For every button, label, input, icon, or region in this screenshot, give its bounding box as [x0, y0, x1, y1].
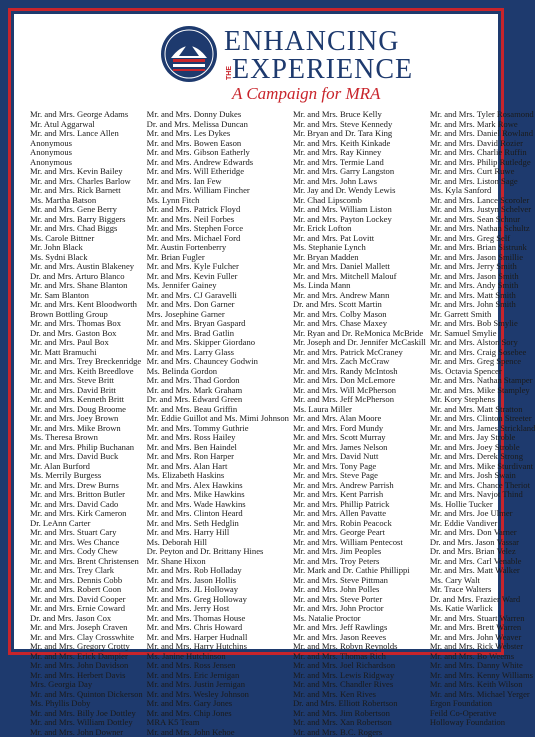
- donor-column: [147, 110, 289, 645]
- donor-name: Mr. and Mrs. James Nelson: [293, 443, 426, 453]
- donor-name: Mr. and Mrs. Steve Page: [293, 471, 426, 481]
- donor-name: Mr. and Mrs. Payton Lockey: [293, 215, 426, 225]
- donor-name: Ms. Carole Bittner: [30, 234, 143, 244]
- donor-name: Mr. and Mrs. John Downer: [30, 728, 143, 737]
- donor-name: Mr. and Mrs. Scott Murray: [293, 433, 426, 443]
- donor-name: Mr. and Mrs. B.C. Rogers: [293, 728, 426, 737]
- donor-name: Mrs. Georgia Day: [30, 680, 143, 690]
- donor-name: Mr. and Mrs. Gregory Crotty: [30, 642, 143, 652]
- donor-name: Mr. and Mrs. Philip Buchanan: [30, 443, 143, 453]
- donor-name: Mr. and Mrs. Wade Hawkins: [147, 500, 289, 510]
- donor-name: Dr. and Mrs. Scott Martin: [293, 300, 426, 310]
- donor-name: Mr. and Mrs. Mark Rowe: [430, 120, 535, 130]
- donor-name: Mr. and Mrs. Steve Pittman: [293, 576, 426, 586]
- donor-name: Mr. and Mrs. Zach McCraw: [293, 357, 426, 367]
- donor-name: Mr. and Mrs. Stuart Cary: [30, 528, 143, 538]
- donor-name: Mr. and Mrs. Alan Moore: [293, 414, 426, 424]
- donor-name: Mr. and Mrs. Bruce Kelly: [293, 110, 426, 120]
- donor-name: Dr. and Mrs. Elliott Robertson: [293, 699, 426, 709]
- donor-name: Mr. and Mrs. Chandler Rives: [293, 680, 426, 690]
- donor-name: Mr. and Mrs. Larry Glass: [147, 348, 289, 358]
- donor-name: Mr. and Mrs. Ken Rives: [293, 690, 426, 700]
- donor-name: Mr. and Mrs. Jim Robertson: [293, 709, 426, 719]
- donor-name: Ms. Merrily Burgess: [30, 471, 143, 481]
- donor-name: Mr. and Mrs. Shane Blanton: [30, 281, 143, 291]
- donor-name: Holloway Foundation: [430, 718, 535, 728]
- donor-name: Mr. and Mrs. Joseph Craven: [30, 623, 143, 633]
- donor-name: Mr. and Mrs. Greg Holloway: [147, 595, 289, 605]
- donor-name: Mr. and Mrs. Gibson Eatherly: [147, 148, 289, 158]
- donor-name: Mr. and Mrs. Kent Parrish: [293, 490, 426, 500]
- donor-name: Mr. and Mrs. Garry Langston: [293, 167, 426, 177]
- donor-name: Mr. and Mrs. Thad Gordon: [147, 376, 289, 386]
- donor-name: Mr. and Mrs. Colby Mason: [293, 310, 426, 320]
- donor-name: Mr. and Mrs. Mike Stampley: [430, 386, 535, 396]
- donor-name: Mr. and Mrs. Matt Smith: [430, 291, 535, 301]
- donor-name: Mr. and Mrs. Justyn Schelver: [430, 205, 535, 215]
- brand-title-line2-text: EXPERIENCE: [232, 54, 413, 85]
- donor-name: Mr. and Mrs. Joey Brown: [30, 414, 143, 424]
- donor-name: Mr. and Mrs. Ross Jensen: [147, 661, 289, 671]
- donor-name: Mr. and Mrs. Jay Stroble: [430, 433, 535, 443]
- donor-name: Mr. and Mrs. Patrick Floyd: [147, 205, 289, 215]
- donor-name: Mr. and Mrs. James Strickland: [430, 424, 535, 434]
- donor-name: Ms. Phyllis Doby: [30, 699, 143, 709]
- donor-name: Mr. and Mrs. Don McLemore: [293, 376, 426, 386]
- donor-name: Mr. and Mrs. Joey Stroble: [430, 443, 535, 453]
- donor-name: Mr. and Mrs. Stuart Warren: [430, 614, 535, 624]
- donor-name: Mr. John Black: [30, 243, 143, 253]
- donor-column: [30, 110, 143, 645]
- donor-name: Mr. and Mrs. Brad Gatlin: [147, 329, 289, 339]
- donor-name: Mr. and Mrs. Herbert Davis: [30, 671, 143, 681]
- donor-name: Mr. and Mrs. William Dottley: [30, 718, 143, 728]
- donor-name: Mr. and Mrs. Navjot Thind: [430, 490, 535, 500]
- donor-name: Mr. and Mrs. Robyn Reynolds: [293, 642, 426, 652]
- donor-name: Mr. and Mrs. Kevin Bailey: [30, 167, 143, 177]
- donor-name: Ms. Stephanie Lynch: [293, 243, 426, 253]
- campaign-header: [14, 20, 498, 106]
- donor-name: Mr. and Mrs. Eric Jernigan: [147, 671, 289, 681]
- donor-name: Mr. and Mrs. Ben Haindel: [147, 443, 289, 453]
- donor-name: Mr. and Mrs. Chase Maxey: [293, 319, 426, 329]
- donor-name: Mr. Jay and Dr. Wendy Lewis: [293, 186, 426, 196]
- donor-name: Mr. and Mrs. Jason Smith: [430, 272, 535, 282]
- donor-name: Mr. and Mrs. Brent Christensen: [30, 557, 143, 567]
- donor-name: Mr. and Mrs. William Pentecost: [293, 538, 426, 548]
- donor-name: Mr. and Mrs. Paul Box: [30, 338, 143, 348]
- donor-name: Mr. and Mrs. Steve Porter: [293, 595, 426, 605]
- donor-name: Mr. and Mrs. Robin Peacock: [293, 519, 426, 529]
- donor-name: Mr. and Mrs. Harry Hutchins: [147, 642, 289, 652]
- donor-name: Mr. and Mrs. Jason Hollis: [147, 576, 289, 586]
- donor-name: Mr. and Mrs. Seth Hedglin: [147, 519, 289, 529]
- donor-columns: [30, 110, 486, 645]
- donor-name: Mr. Shane Hixon: [147, 557, 289, 567]
- donor-name: Mr. and Mrs. Bo Weems: [430, 652, 535, 662]
- donor-name: Mr. and Mrs. Barry Biggers: [30, 215, 143, 225]
- donor-name: Mr. and Mrs. Kenny Williams: [430, 671, 535, 681]
- donor-name: Mr. and Mrs. Gary Jones: [147, 699, 289, 709]
- donor-name: Mr. and Mrs. Michael Ford: [147, 234, 289, 244]
- donor-name: Mr. and Mrs. Mike Sturdivant: [430, 462, 535, 472]
- donor-name: Mr. and Mrs. Matt Walker: [430, 566, 535, 576]
- donor-name: Mr. and Mrs. Pat Lovitt: [293, 234, 426, 244]
- donor-name: Mr. Trace Walters: [430, 585, 535, 595]
- donor-name: Mr. and Mrs. Skipper Giordano: [147, 338, 289, 348]
- donor-name: Ms. Laura Miller: [293, 405, 426, 415]
- donor-name: Mr. and Mrs. Daniel Mallett: [293, 262, 426, 272]
- donor-name: Ms. Belinda Gordon: [147, 367, 289, 377]
- donor-column: [430, 110, 535, 645]
- donor-name: Mr. and Mrs. David Buck: [30, 452, 143, 462]
- donor-name: Mr. and Mrs. Mike Brown: [30, 424, 143, 434]
- donor-name: Dr. Peyton and Dr. Brittany Hines: [147, 547, 289, 557]
- donor-name: Mr. and Mrs. Keith Breedlove: [30, 367, 143, 377]
- donor-name: Mr. and Mrs. Liston Sage: [430, 177, 535, 187]
- donor-name: Mr. and Mrs. Beau Griffin: [147, 405, 289, 415]
- donor-name: Mr. and Mrs. Clinton Streeter: [430, 414, 535, 424]
- donor-name: Mr. and Mrs. Austin Blakeney: [30, 262, 143, 272]
- donor-name: Mr. and Mrs. Kent Bloodworth: [30, 300, 143, 310]
- donor-name: Mr. and Mrs. Clay Crosswhite: [30, 633, 143, 643]
- donor-name: Mr. and Mrs. Charles Barlow: [30, 177, 143, 187]
- donor-name: Mr. and Mrs. John Davidson: [30, 661, 143, 671]
- donor-name: Mr. Alan Burford: [30, 462, 143, 472]
- donor-name: Mr. and Mrs. Bryan Gaspard: [147, 319, 289, 329]
- donor-name: Mr. and Mrs. Greg Spence: [430, 357, 535, 367]
- donor-name: Mr. and Mrs. Drew Burns: [30, 481, 143, 491]
- donor-name: Mr. and Mrs. Troy Peters: [293, 557, 426, 567]
- donor-name: Mr. and Mrs. Tony Page: [293, 462, 426, 472]
- donor-name: Dr. and Mrs. Jason Cox: [30, 614, 143, 624]
- brand-the: THE: [226, 56, 233, 80]
- donor-name: Mr. and Mrs. Will McPherson: [293, 386, 426, 396]
- donor-name: Mr. and Mrs. Alston Sory: [430, 338, 535, 348]
- donor-name: Mr. and Mrs. William Fincher: [147, 186, 289, 196]
- donor-name: Mr. and Mrs. Patrick McCraney: [293, 348, 426, 358]
- donor-name: Mr. and Mrs. David Cado: [30, 500, 143, 510]
- donor-name: Mr. and Mrs. Don Garner: [147, 300, 289, 310]
- donor-name: Mr. and Mrs. Joe Ulmer: [430, 509, 535, 519]
- donor-name: Mr. and Mrs. Ray Kinney: [293, 148, 426, 158]
- donor-name: Mr. and Mrs. Carl Venable: [430, 557, 535, 567]
- donor-name: Dr. and Mrs. Arturo Blanco: [30, 272, 143, 282]
- donor-name: Mr. and Mrs. Alan Hart: [147, 462, 289, 472]
- campaign-tagline: A Campaign for MRA: [232, 84, 380, 104]
- donor-name: Dr. and Mrs. Frazier Ward: [430, 595, 535, 605]
- donor-name: Mr. and Mrs. Harper Hudnall: [147, 633, 289, 643]
- donor-name: Mr. Erick Lofton: [293, 224, 426, 234]
- donor-name: Mr. and Mrs. Steve Britt: [30, 376, 143, 386]
- donor-name: Mr. and Mrs. Joel Richardson: [293, 661, 426, 671]
- donor-name: Mr. and Mrs. David Cooper: [30, 595, 143, 605]
- donor-name: Mr. and Mrs. Phillip Patrick: [293, 500, 426, 510]
- donor-name: Mr. and Mrs. John Polles: [293, 585, 426, 595]
- donor-name: Mr. and Mrs. Andy Smith: [430, 281, 535, 291]
- donor-name: Mr. Matt Bramuchi: [30, 348, 143, 358]
- donor-name: Ms. Martha Batson: [30, 196, 143, 206]
- donor-column: [293, 110, 426, 645]
- donor-name: Mr. and Mrs. Rob Holladay: [147, 566, 289, 576]
- donor-name: Mr. and Mrs. Nathan Schultz: [430, 224, 535, 234]
- donor-name: Mr. and Mrs. Randy McIntosh: [293, 367, 426, 377]
- donor-name: Mr. Mark and Dr. Cathie Phillippi: [293, 566, 426, 576]
- donor-name: Mr. Kory Stephens: [430, 395, 535, 405]
- donor-name: Mr. and Mrs. Jason Reeves: [293, 633, 426, 643]
- donor-name: Dr. LeAnn Carter: [30, 519, 143, 529]
- donor-name: Mr. and Mrs. Jerry Host: [147, 604, 289, 614]
- donor-name: Mr. and Mrs. John Laws: [293, 177, 426, 187]
- donor-name: Mr. and Mrs. Erick Dampier: [30, 652, 143, 662]
- donor-name: Mr. Eddie Guillot and Ms. Mimi Johnson: [147, 414, 289, 424]
- donor-name: Dr. and Mrs. Jason Vassar: [430, 538, 535, 548]
- donor-name: Ms. Hollie Tucker: [430, 500, 535, 510]
- donor-name: Ms. Cary Walt: [430, 576, 535, 586]
- donor-name: Mr. and Mrs. Derek Strong: [430, 452, 535, 462]
- donor-name: Mr. and Mrs. Don Varner: [430, 528, 535, 538]
- donor-name: Mr. and Mrs. Keith Kinkade: [293, 139, 426, 149]
- donor-name: Mr. and Mrs. Andrew Edwards: [147, 158, 289, 168]
- donor-name: Mr. and Mrs. Lance Scoroler: [430, 196, 535, 206]
- donor-name: Mr. and Mrs. Cody Chew: [30, 547, 143, 557]
- donor-sheet: [14, 14, 498, 649]
- donor-name: Mr. Bryan and Dr. Tara King: [293, 129, 426, 139]
- donor-name: Mr. and Mrs. Ross Hailey: [147, 433, 289, 443]
- brand-title-line2: [224, 56, 413, 84]
- donor-name: Mr. and Mrs. Les Dykes: [147, 129, 289, 139]
- donor-name: Anonymous: [30, 139, 143, 149]
- donor-name: Mr. and Mrs. Trey Breckenridge: [30, 357, 143, 367]
- donor-name: Mr. and Mrs. Matt Stratton: [430, 405, 535, 415]
- donor-name: Mr. and Mrs. Alex Hawkins: [147, 481, 289, 491]
- donor-name: Dr. and Mrs. Gaston Box: [30, 329, 143, 339]
- donor-name: Ms. Octavia Spencer: [430, 367, 535, 377]
- donor-name: Mr. and Mrs. Charlie Ruffin: [430, 148, 535, 158]
- donor-name: Ms. Lynn Fitch: [147, 196, 289, 206]
- donor-name: Mr. and Mrs. Ernie Coward: [30, 604, 143, 614]
- donor-name: Mr. and Mrs. Jim Peoples: [293, 547, 426, 557]
- donor-name: Mr. and Mrs. Kirk Cameron: [30, 509, 143, 519]
- donor-name: Mr. and Mrs. Jason Smillie: [430, 253, 535, 263]
- donor-name: Mr. and Mrs. Termie Land: [293, 158, 426, 168]
- donor-name: Mr. and Mrs. Daniel Rowland: [430, 129, 535, 139]
- donor-name: Mr. and Mrs. Xan Robertson: [293, 718, 426, 728]
- donor-name: Mr. and Mrs. Trey Clark: [30, 566, 143, 576]
- donor-name: Ms. Elizabeth Haskins: [147, 471, 289, 481]
- donor-name: Mr. and Mrs. Craig Sosebee: [430, 348, 535, 358]
- donor-name: Mr. and Mrs. Lewis Ridgway: [293, 671, 426, 681]
- donor-name: Mr. and Mrs. Josh Swain: [430, 471, 535, 481]
- donor-name: Mr. and Mrs. Chance Theriot: [430, 481, 535, 491]
- donor-name: Mr. and Mrs. Kevin Fuller: [147, 272, 289, 282]
- donor-name: Mr. and Mrs. JL Holloway: [147, 585, 289, 595]
- donor-name: Ms. Kyla Sanford: [430, 186, 535, 196]
- donor-name: Mr. Brian Fugler: [147, 253, 289, 263]
- donor-name: Ms. Theresa Brown: [30, 433, 143, 443]
- donor-name: Mr. and Mrs. Wes Chance: [30, 538, 143, 548]
- donor-name: Ergon Foundation: [430, 699, 535, 709]
- donor-name: Mr. and Mrs. Rick Webster: [430, 642, 535, 652]
- donor-name: Mr. and Mrs. Brett Warren: [430, 623, 535, 633]
- donor-name: Mr. and Mrs. Kenneth Britt: [30, 395, 143, 405]
- donor-name: Mr. and Mrs. Wesley Johnson: [147, 690, 289, 700]
- donor-name: Mr. and Mrs. Billy Joe Dottley: [30, 709, 143, 719]
- donor-name: Mr. and Mrs. Jeff Rawlings: [293, 623, 426, 633]
- donor-name: Mr. and Mrs. Stephen Force: [147, 224, 289, 234]
- donor-name: Mr. and Mrs. Rick Barnett: [30, 186, 143, 196]
- donor-name: Mr. and Mrs. Dennis Cobb: [30, 576, 143, 586]
- donor-name: Mr. and Mrs. Chris Howard: [147, 623, 289, 633]
- donor-name: Mr. Bryan Madden: [293, 253, 426, 263]
- donor-name: Mr. and Mrs. Curt Ruwe: [430, 167, 535, 177]
- donor-name: Dr. and Mrs. Brian Velez: [430, 547, 535, 557]
- donor-name: Brown Bottling Group: [30, 310, 143, 320]
- donor-name: Mr. and Mrs. Ron Harper: [147, 452, 289, 462]
- donor-name: Mr. Garrett Smith: [430, 310, 535, 320]
- donor-name: Mr. and Mrs. Harry Hill: [147, 528, 289, 538]
- donor-name: Mr. and Mrs. Michael Yerger: [430, 690, 535, 700]
- donor-name: Mr. and Mrs. George Peart: [293, 528, 426, 538]
- donor-name: Mr. and Mrs. John Kehoe: [147, 728, 289, 737]
- donor-name: Mr. and Mrs. Justin Jernigan: [147, 680, 289, 690]
- donor-name: Mr. and Mrs. David Nutt: [293, 452, 426, 462]
- donor-name: Mr. and Mrs. David Britt: [30, 386, 143, 396]
- donor-name: Mr. and Mrs. Andrew Mann: [293, 291, 426, 301]
- donor-name: Mr. and Mrs. Thomas Rich: [293, 652, 426, 662]
- donor-name: Mrs. Josephine Garner: [147, 310, 289, 320]
- donor-name: MRA K5 Team: [147, 718, 289, 728]
- donor-name: Mr. and Mrs. Steve Kennedy: [293, 120, 426, 130]
- donor-name: Ms. Sydni Black: [30, 253, 143, 263]
- donor-name: Mr. and Mrs. Quinton Dickerson: [30, 690, 143, 700]
- donor-name: Mr. and Mrs. Ford Mundy: [293, 424, 426, 434]
- donor-name: Mr. and Mrs. Sean Schnur: [430, 215, 535, 225]
- donor-name: Mr. and Mrs. John Weaver: [430, 633, 535, 643]
- donor-name: Mr. and Mrs. Will Etheridge: [147, 167, 289, 177]
- donor-name: Ms. Katie Warlick: [430, 604, 535, 614]
- donor-name: Mr. and Mrs. Clinton Heard: [147, 509, 289, 519]
- donor-name: Mr. and Mrs. Kyle Fulcher: [147, 262, 289, 272]
- donor-name: Ms. Linda Mann: [293, 281, 426, 291]
- donor-name: Dr. and Mrs. Edward Green: [147, 395, 289, 405]
- donor-name: Anonymous: [30, 148, 143, 158]
- donor-name: Mr. and Mrs. Bob Smylie: [430, 319, 535, 329]
- donor-name: Mr. and Mrs. David Rozier: [430, 139, 535, 149]
- donor-name: Mr. and Mrs. Thomas Box: [30, 319, 143, 329]
- donor-name: Mr. Eddie Vandiver: [430, 519, 535, 529]
- donor-name: Mr. and Mrs. Ian Few: [147, 177, 289, 187]
- donor-name: Mr. and Mrs. Jeff McPherson: [293, 395, 426, 405]
- donor-name: Mr. and Mrs. Neil Forbes: [147, 215, 289, 225]
- mra-seal-logo-icon: [159, 24, 219, 84]
- donor-name: Mr. Chad Lipscomb: [293, 196, 426, 206]
- donor-name: Feild Co-Operative: [430, 709, 535, 719]
- donor-name: Mr. and Mrs. Philip Rutledge: [430, 158, 535, 168]
- donor-name: Mr. and Mrs. Mike Hawkins: [147, 490, 289, 500]
- donor-name: Mr. and Mrs. Tommy Guthrie: [147, 424, 289, 434]
- donor-name: Ms. Jennifer Gainey: [147, 281, 289, 291]
- donor-name: Mr. and Mrs. Chauncey Godwin: [147, 357, 289, 367]
- donor-name: Mr. and Mrs. Danny White: [430, 661, 535, 671]
- donor-name: Mr. Austin Fortenberry: [147, 243, 289, 253]
- donor-name: Mr. and Mrs. Bowen Eason: [147, 139, 289, 149]
- donor-name: Mr. and Mrs. CJ Garavelli: [147, 291, 289, 301]
- donor-name: Mr. and Mrs. Brian Sistrunk: [430, 243, 535, 253]
- donor-name: Mr. and Mrs. John Proctor: [293, 604, 426, 614]
- donor-name: Mr. Samuel Smylie: [430, 329, 535, 339]
- donor-name: Dr. and Mrs. Melissa Duncan: [147, 120, 289, 130]
- brand-title-line1: ENHANCING: [224, 28, 399, 56]
- donor-name: Ms. Deborah Hill: [147, 538, 289, 548]
- donor-name: Mr. and Mrs. Mitchell Malouf: [293, 272, 426, 282]
- donor-name: Mr. Ryan and Dr. ReMonica McBride: [293, 329, 426, 339]
- donor-name: Mr. and Mrs. Nathan Stamper: [430, 376, 535, 386]
- donor-name: Mr. and Mrs. Keith Wilson: [430, 680, 535, 690]
- donor-name: Mr. and Mrs. Lance Allen: [30, 129, 143, 139]
- donor-name: Ms. Natalie Proctor: [293, 614, 426, 624]
- donor-name: Mr. and Mrs. Andrew Parrish: [293, 481, 426, 491]
- donor-name: Mr. and Mrs. Tyler Rosamond: [430, 110, 535, 120]
- donor-name: Mr. and Mrs. Chad Biggs: [30, 224, 143, 234]
- donor-name: Mr. and Mrs. William Liston: [293, 205, 426, 215]
- donor-name: Mr. and Mrs. Thomas House: [147, 614, 289, 624]
- donor-name: Mr. and Mrs. Chip Jones: [147, 709, 289, 719]
- donor-name: Mr. and Mrs. Donny Dukes: [147, 110, 289, 120]
- donor-name: Mr. and Mrs. Allen Pavatte: [293, 509, 426, 519]
- donor-name: Mr. and Mrs. Doug Broome: [30, 405, 143, 415]
- donor-name: Mr. Joseph and Dr. Jennifer McCaskill: [293, 338, 426, 348]
- donor-name: Mr. and Mrs. Greg Self: [430, 234, 535, 244]
- donor-name: Mr. Sam Blanton: [30, 291, 143, 301]
- donor-name: Anonymous: [30, 158, 143, 168]
- donor-name: Ms. Janine Hutchinson: [147, 652, 289, 662]
- donor-name: Mr. and Mrs. Robert Coon: [30, 585, 143, 595]
- donor-name: Mr. and Mrs. Mark Graham: [147, 386, 289, 396]
- donor-name: Mr. and Mrs. Britton Butler: [30, 490, 143, 500]
- donor-name: Mr. and Mrs. Jerry Smith: [430, 262, 535, 272]
- donor-name: Mr. and Mrs. John Smith: [430, 300, 535, 310]
- donor-name: Mr. Atul Aggarwal: [30, 120, 143, 130]
- donor-name: Mr. and Mrs. George Adams: [30, 110, 143, 120]
- donor-name: Mr. and Mrs. Gene Berry: [30, 205, 143, 215]
